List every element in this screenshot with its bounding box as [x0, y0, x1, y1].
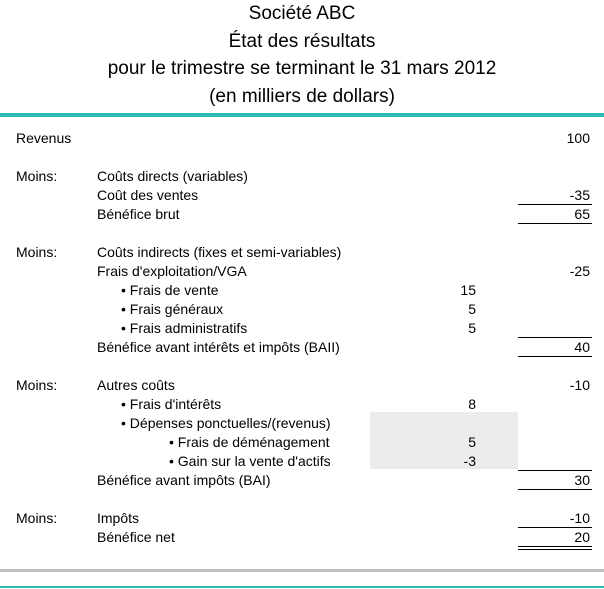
- gross-profit-underline-top: [518, 204, 592, 205]
- general-expenses-label: • Frais généraux: [121, 301, 224, 317]
- net-income-double-underline-2: [518, 549, 592, 550]
- footer-divider-grey: [0, 569, 604, 572]
- statement-units: (en milliers de dollars): [209, 85, 395, 107]
- admin-expenses-label: • Frais administratifs: [121, 320, 248, 336]
- taxes-value: -10: [569, 510, 590, 526]
- header-divider: [0, 113, 604, 117]
- revenues-value: 100: [566, 130, 590, 146]
- moving-expenses-label: • Frais de déménagement: [169, 434, 330, 450]
- direct-prefix: Moins:: [16, 168, 58, 184]
- ebt-underline: [518, 489, 592, 490]
- general-expenses-value: 5: [468, 301, 476, 317]
- moving-expenses-value: 5: [468, 434, 476, 450]
- statement-title: État des résultats: [228, 30, 376, 52]
- gross-profit-label: Bénéfice brut: [97, 206, 180, 222]
- taxes-label: Impôts: [97, 510, 140, 526]
- taxes-prefix: Moins:: [16, 510, 58, 526]
- net-income-double-underline-1: [518, 546, 592, 547]
- opex-label: Frais d'exploitation/VGA: [97, 263, 247, 279]
- direct-heading: Coûts directs (variables): [97, 168, 248, 184]
- selling-expenses-value: 15: [460, 282, 476, 298]
- gross-profit-underline: [518, 223, 592, 224]
- asset-sale-gain-value: -3: [463, 453, 476, 469]
- cost-of-sales-label: Coût des ventes: [97, 187, 199, 203]
- selling-expenses-label: • Frais de vente: [121, 282, 219, 298]
- ebit-value: 40: [574, 339, 590, 355]
- ebt-value: 30: [574, 472, 590, 488]
- interest-label: • Frais d'intérêts: [121, 396, 222, 412]
- other-heading-value: -10: [569, 377, 590, 393]
- net-income-value: 20: [574, 529, 590, 545]
- net-income-underline-top: [518, 527, 592, 528]
- ebt-label: Bénéfice avant impôts (BAI): [97, 472, 271, 488]
- cost-of-sales-value: -35: [569, 187, 590, 203]
- revenues-label: Revenus: [16, 130, 72, 146]
- interest-value: 8: [468, 396, 476, 412]
- other-prefix: Moins:: [16, 377, 58, 393]
- opex-value: -25: [569, 263, 590, 279]
- one-time-label: • Dépenses ponctuelles/(revenus): [121, 415, 331, 431]
- admin-expenses-value: 5: [468, 320, 476, 336]
- indirect-heading: Coûts indirects (fixes et semi-variables): [97, 244, 342, 260]
- ebit-underline-top: [518, 337, 592, 338]
- footer-divider-teal: [0, 586, 604, 588]
- net-income-label: Bénéfice net: [97, 529, 175, 545]
- gross-profit-value: 65: [574, 206, 590, 222]
- statement-period: pour le trimestre se terminant le 31 mars 2012: [107, 58, 497, 79]
- other-heading: Autres coûts: [97, 377, 175, 393]
- ebit-label: Bénéfice avant intérêts et impôts (BAII): [97, 339, 340, 355]
- indirect-prefix: Moins:: [16, 244, 58, 260]
- ebt-underline-top: [518, 470, 592, 471]
- asset-sale-gain-label: • Gain sur la vente d'actifs: [169, 453, 331, 469]
- company-name: Société ABC: [248, 3, 356, 24]
- statement-header: [0, 0, 604, 110]
- ebit-underline: [518, 356, 592, 357]
